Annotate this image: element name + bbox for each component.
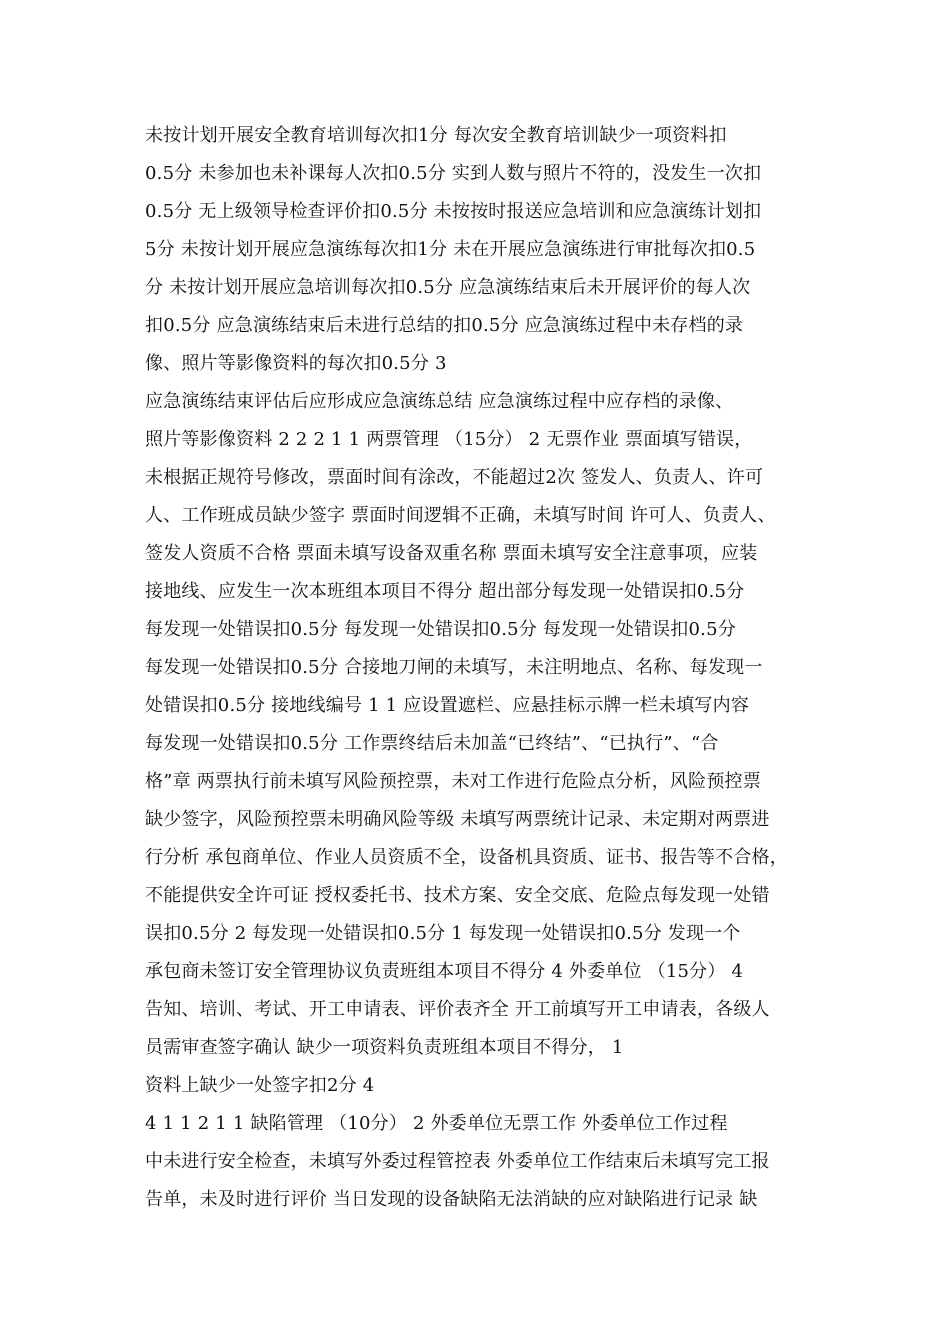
text-line: 行分析 承包商单位、作业人员资质不全，设备机具资质、证书、报告等不合格， (145, 847, 788, 868)
text-line: 扣0.5分 应急演练结束后未进行总结的扣0.5分 应急演练过程中未存档的录 (145, 315, 744, 336)
text-line: 格”章 两票执行前未填写风险预控票，未对工作进行危险点分析，风险预控票 (145, 771, 761, 792)
text-line: 像、照片等影像资料的每次扣0.5分 3 (145, 353, 447, 374)
text-line: 4 1 1 2 1 1 缺陷管理 （10分） 2 外委单位无票工作 外委单位工作过程 (145, 1113, 728, 1134)
text-line: 承包商未签订安全管理协议负责班组本项目不得分 4 外委单位 （15分） 4 (145, 961, 744, 982)
text-line: 0.5分 未参加也未补课每人次扣0.5分 实到人数与照片不符的，没发生一次扣 (145, 163, 762, 184)
text-line: 缺少签字，风险预控票未明确风险等级 未填写两票统计记录、未定期对两票进 (145, 809, 770, 830)
text-line: 照片等影像资料 2 2 2 1 1 两票管理 （15分） 2 无票作业 票面填写错误， (145, 429, 753, 450)
text-line: 未按计划开展安全教育培训每次扣1分 每次安全教育培训缺少一项资料扣 (145, 125, 727, 146)
text-line: 5分 未按计划开展应急演练每次扣1分 未在开展应急演练进行审批每次扣0.5 (145, 239, 756, 260)
text-line: 处错误扣0.5分 接地线编号 1 1 应设置遮栏、应悬挂标示牌一栏未填写内容 (145, 695, 750, 716)
text-line: 不能提供安全许可证 授权委托书、技术方案、安全交底、危险点每发现一处错 (145, 885, 770, 906)
text-line: 每发现一处错误扣0.5分 每发现一处错误扣0.5分 每发现一处错误扣0.5分 (145, 619, 736, 640)
text-line: 每发现一处错误扣0.5分 合接地刀闸的未填写，未注明地点、名称、每发现一 (145, 657, 763, 678)
text-line: 分 未按计划开展应急培训每次扣0.5分 应急演练结束后未开展评价的每人次 (145, 277, 751, 298)
text-line: 未根据正规符号修改，票面时间有涂改，不能超过2次 签发人、负责人、许可 (145, 467, 764, 488)
text-line: 告单，未及时进行评价 当日发现的设备缺陷无法消缺的应对缺陷进行记录 缺 (145, 1189, 758, 1210)
text-line: 资料上缺少一处签字扣2分 4 (145, 1075, 375, 1096)
text-line: 告知、培训、考试、开工申请表、评价表齐全 开工前填写开工申请表，各级人 (145, 999, 770, 1020)
text-line: 应急演练结束评估后应形成应急演练总结 应急演练过程中应存档的录像、 (145, 391, 734, 412)
text-line: 接地线、应发生一次本班组本项目不得分 超出部分每发现一处错误扣0.5分 (145, 581, 745, 602)
text-line: 员需审查签字确认 缺少一项资料负责班组本项目不得分， 1 (145, 1037, 624, 1058)
text-line: 误扣0.5分 2 每发现一处错误扣0.5分 1 每发现一处错误扣0.5分 发现一个 (145, 923, 741, 944)
text-line: 签发人资质不合格 票面未填写设备双重名称 票面未填写安全注意事项，应装 (145, 543, 758, 564)
text-line: 0.5分 无上级领导检查评价扣0.5分 未按按时报送应急培训和应急演练计划扣 (145, 201, 762, 222)
text-line: 人、工作班成员缺少签字 票面时间逻辑不正确，未填写时间 许可人、负责人、 (145, 505, 776, 526)
text-line: 每发现一处错误扣0.5分 工作票终结后未加盖“已终结”、“已执行”、“合 (145, 733, 719, 754)
text-line: 中未进行安全检查，未填写外委过程管控表 外委单位工作结束后未填写完工报 (145, 1151, 770, 1172)
